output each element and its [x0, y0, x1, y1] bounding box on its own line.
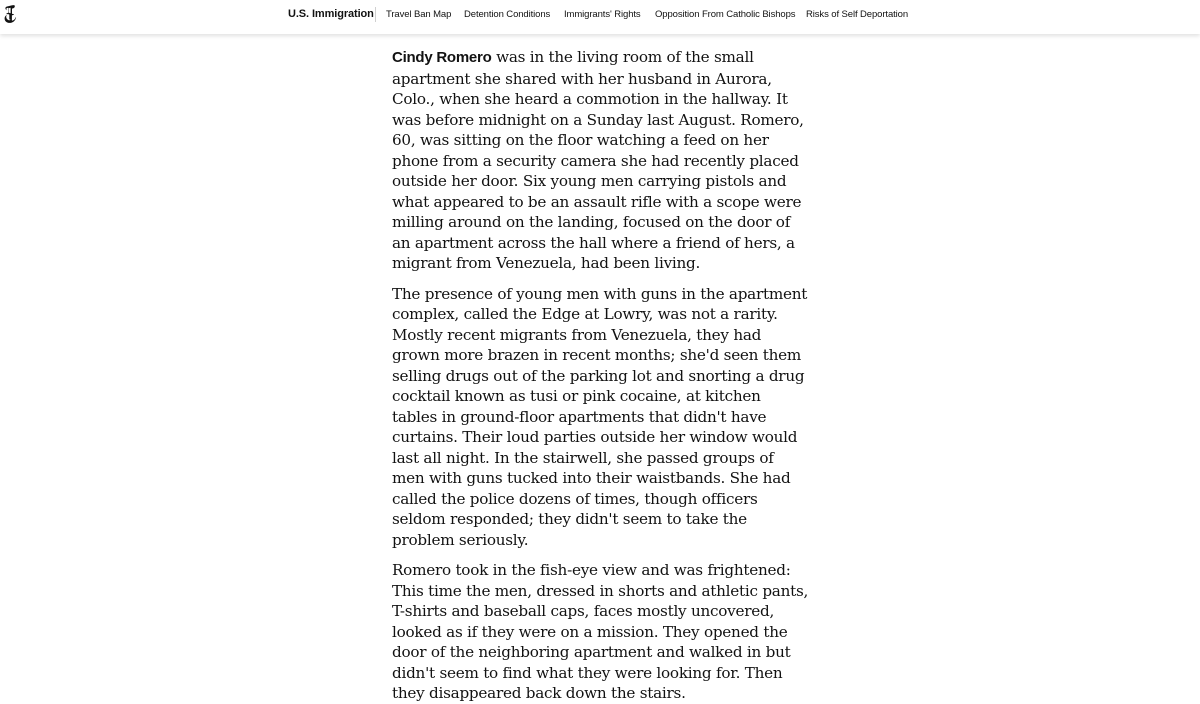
nav-link-detention-conditions[interactable]: Detention Conditions: [464, 9, 551, 20]
article-paragraph-2-selected[interactable]: [392, 284, 810, 551]
paragraph-2-text[interactable]: The presence of young men with guns in the apartment complex, called the Edge at Lowry, was not a rarity. Mostly recent migrants from Venezuela, they had grown more brazen in recent months; she'd seen them selling drugs out of the parking lot and snorting a drug cocktail known as tusi or pink cocaine, at kitchen tables in ground-floor apartments that didn't have curtains. Their loud parties outside her window would last all night. In the stairwell, she passed groups of men with guns tucked into their waistbands. She had called the police dozens of times, though officers seldom responded; they didn't seem to take the problem seriously.: [392, 284, 808, 549]
nav-link-self-deportation[interactable]: Risks of Self Deportation: [806, 9, 909, 20]
nyt-t-logo-icon[interactable]: [3, 5, 19, 23]
section-title[interactable]: U.S. Immigration: [288, 8, 374, 20]
top-nav-bar: [0, 0, 1200, 34]
nav-link-travel-ban-map[interactable]: Travel Ban Map: [386, 9, 452, 20]
article-body: [392, 47, 810, 704]
nav-divider: [375, 7, 376, 22]
nav-link-opposition-catholic-bishops[interactable]: Opposition From Catholic Bishops: [655, 9, 796, 20]
article-paragraph-1: [392, 47, 810, 274]
article-paragraph-3: [392, 560, 810, 704]
paragraph-1-text: was in the living room of the small apartment she shared with her husband in Aurora, Colo., when she heard a commotion in the hallway. It was before midnight on a Sunday last August. Romero, 60, was sitting on the floor watching a feed on her phone from a security camera she had recently placed outside her door. Six young men carrying pistols and what appeared to be an assault rifle with a scope were milling around on the landing, focused on the door of an apartment across the hall where a friend of hers, a migrant from Venezuela, had been living.: [392, 48, 804, 272]
lead-name: Cindy Romero: [392, 49, 492, 66]
nav-link-immigrants-rights[interactable]: Immigrants' Rights: [564, 9, 641, 20]
paragraph-3-text: Romero took in the fish-eye view and was frightened: This time the men, dressed in shorts and athletic pants, T-shirts and baseball caps, faces mostly uncovered, looked as if they were on a mission. They opened the door of the neighboring apartment and walked in but didn't seem to find what they were looking for. Then they disappeared back down the stairs.: [392, 561, 809, 702]
